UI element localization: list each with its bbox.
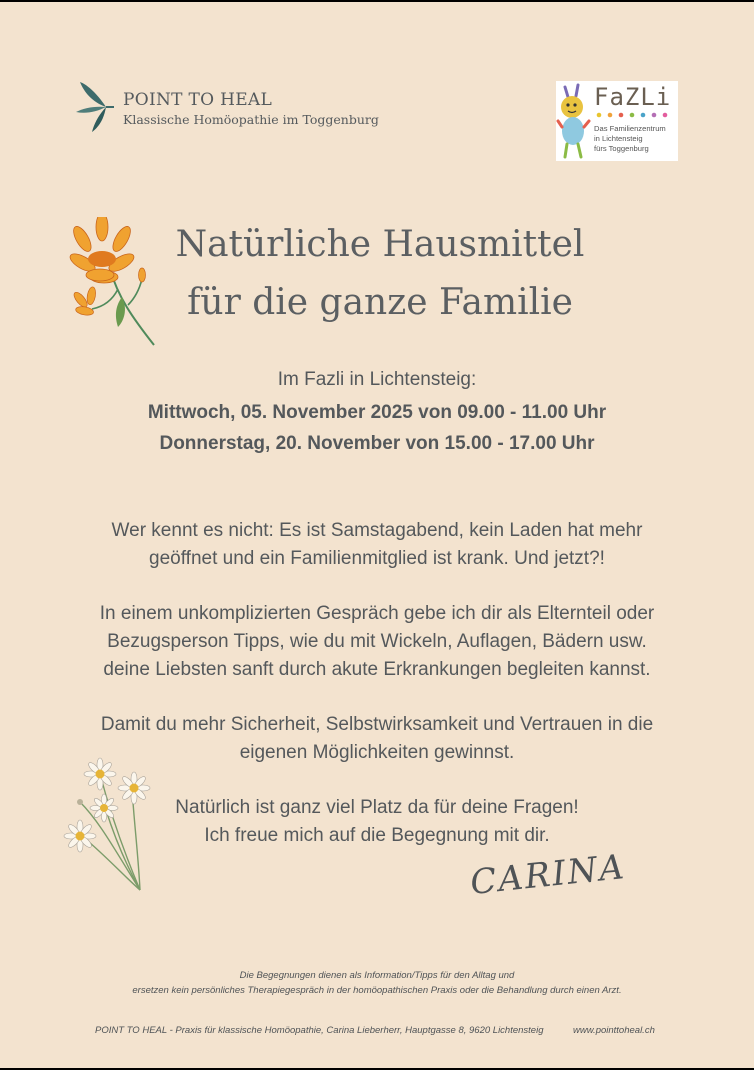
paragraph-closing: Natürlich ist ganz viel Platz da für deine Fragen! Ich freue mich auf die Begegnung mit dir.: [175, 797, 579, 846]
fazli-mascot-icon: [556, 81, 592, 161]
signature: CARINA: [468, 846, 628, 904]
fazli-name: FaZLi: [594, 83, 672, 111]
paragraph-intro: Wer kennt es nicht: Es ist Samstagabend, kein Laden hat mehr geöffnet und ein Familienmitglied ist krank. Und jetzt?!: [111, 520, 643, 569]
fazli-subtitle: Das Familienzentrum in Lichtensteig fürs Toggenburg: [594, 124, 666, 153]
flyer-page: [0, 2, 754, 1068]
footer-address: POINT TO HEAL - Praxis für klassische Homöopathie, Carina Lieberherr, Hauptgasse 8, 9620 Lichtensteig: [95, 1025, 544, 1036]
leaf-logo-icon: [76, 80, 116, 134]
paragraph-offer: In einem unkomplizierten Gespräch gebe ich dir als Elternteil oder Bezugsperson Tipps, wie du mit Wickeln, Auflagen, Bädern usw. deine Liebsten sanft durch akute Erkrankungen begleiten kannst.: [99, 603, 655, 680]
brand-name: POINT TO HEAL: [123, 90, 273, 110]
title-line-1: Natürliche Hausmittel: [175, 224, 585, 265]
event-date-2: Donnerstag, 20. November von 15.00 - 17.00 Uhr: [159, 433, 595, 454]
footer-website-link[interactable]: www.pointtoheal.ch: [573, 1025, 655, 1036]
event-location: Im Fazli in Lichtensteig:: [277, 369, 477, 390]
event-date-1: Mittwoch, 05. November 2025 von 09.00 - 11.00 Uhr: [147, 402, 607, 423]
fazli-color-dots: [596, 112, 676, 118]
calendula-flower-icon: [62, 217, 162, 349]
paragraph-goal: Damit du mehr Sicherheit, Selbstwirksamkeit und Vertrauen in die eigenen Möglichkeiten gewinnst.: [100, 714, 654, 763]
chamomile-flower-icon: [60, 752, 164, 894]
title-line-2: für die ganze Familie: [187, 282, 573, 323]
disclaimer: Die Begegnungen dienen als Information/Tipps für den Alltag und ersetzen kein persönliches Therapiegespräch in der homöopathischen Praxis oder die Behandlung durch einen Arzt.: [132, 970, 622, 996]
fazli-logo: [556, 81, 678, 161]
brand-tagline: Klassische Homöopathie im Toggenburg: [123, 112, 379, 127]
